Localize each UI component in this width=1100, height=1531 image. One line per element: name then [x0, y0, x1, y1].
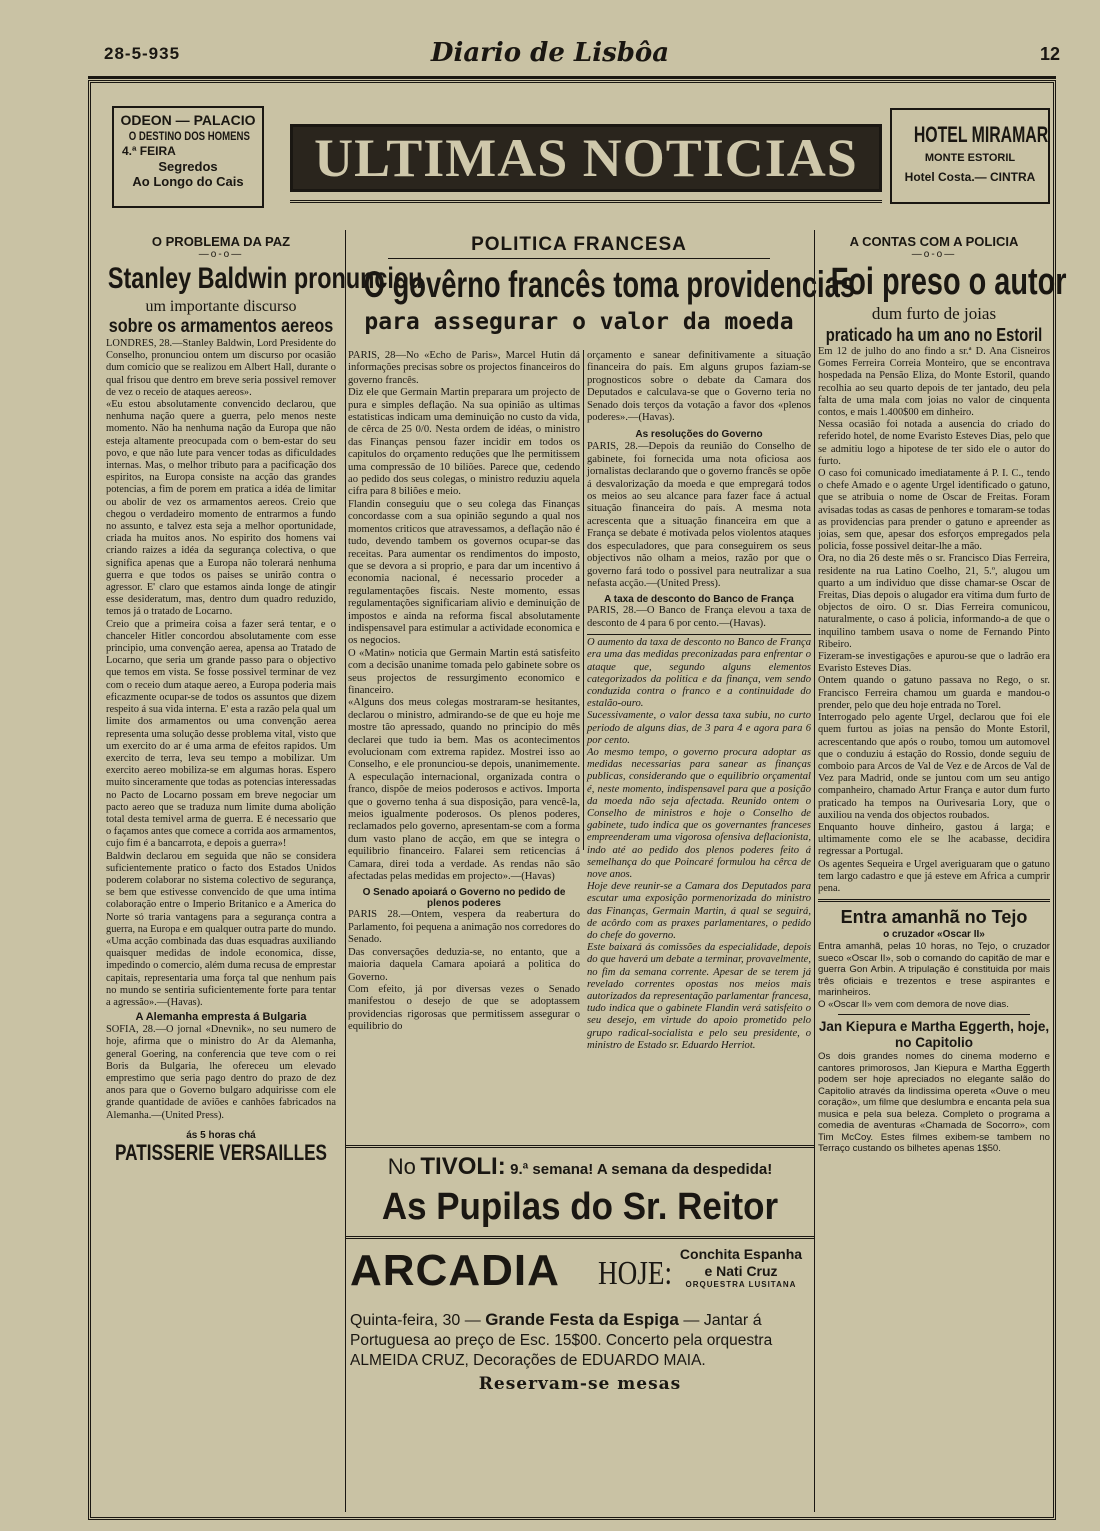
left-body: LONDRES, 28.—Stanley Baldwin, Lord Presidente do Conselho, pronunciou ontem um discurso por ocasião dum comicio que se realizou em Albert Hall, durante o qual frisou que dentro em breve seria possivel remover de vez o receio de ataques aereos». «Eu estou absolutamente convencido declarou, que nenhuma nação quere a guerra, pelo menos neste momento. Não ha nenhuma nação da Europa que não esteja altamente preocupada com o bem-estar do seu povo, e que não lute para vencer todas as dificuldades internas. Mas, o melhor tributo para a pacificação dos espiritos, na Europa consiste na acção das grandes potencias, a fim de porem em pratica a idéa de limitar ou abolir de vez os armamentos aereos. Creio que chegou o verdadeiro momento de entrarmos a fundo no assunto, e talvez esta seja a melhor oportunidade, criada ha muitos anos. No espirito dos homens vai criando raizes a idéa da segurança colectiva, o que significa apenas que a Europa não tolerará nenhuma guerra e que todos os paises se unirão contra o agressor. E' claro que estamos ainda longe de atingir esse desideratum, mas, dentro dum quadro reduzido, temos já o tratado de Locarno. Creio que a primeira coisa a fazer será tentar, e o chanceler Hitler concordou absolutamente com esse principio, uma convenção aerea, apensa ao Tratado de Locarno, que seria um grande passo para o objectivo que temos em vista. Se fosse possivel terminar de vez com o receio dum ataque aereo, a Europa poderia mais eficazmente ocupar-se de todos os assuntos que dizem respeito á sua vida interna. E' esta a razão pela qual um limite dos armamentos ou uma convenção aerea representa uma solução desse problema vital, visto que um exercito do ar é uma arma de efeitos rapidos. Um exercito de terra, leva seu tempo a mobilizar. Um exercito aereo mobiliza-se em algumas horas. Espero muito sinceramente que todas as potencias interessadas no Pacto de Locarno possam em breve negociar um pacto aereo que se traduza num limite duma abolição total desta temivel arma de guerra. E é necessario que o façamos antes que comece a corrida aos armamentos, cujo fim é a bancarrota, e depois a guerra»! Baldwin declarou em seguida que não se considera suficientemente pratico o facto dos Estados Unidos poderem colaborar no sistema colectivo de segurança, se bem que estivesse convencido de que uma intima colaboração entre o Imperio Britanico e a America do Norte só traria vantagens para a segurança contra a guerra, na Europa e em qualquer outra parte do mundo. «Uma acção combinada das duas esquadras auxiliando quaisquer medidas de indole economica, disse, impedindo o comercio, além duma recusa de emprestar capitais, representaria uma força tal que nenhum pais no mundo se sentiria suficientemente forte para tentar a agressão».—(Havas).	[106, 338, 336, 1008]
header-rule	[88, 76, 1056, 79]
tivoli-line	[352, 1152, 808, 1185]
center-section-resolucoes: As resoluções do Governo	[635, 429, 763, 441]
odeon-ad-line5: Ao Longo do Cais	[132, 174, 244, 189]
center-col2-resolucoes: PARIS, 28.—Depois da reunião do Conselho de gabinete, foi fornecida uma nota oficiosa aos jornalistas declarando que o governo francês se opõe á desvalorização da moeda e que empregará todos os meios ao seu alcance para fazer face á actual situação financeira do país. A mesma nota acrescenta que a situação financeira em que a França se debate é motivada pelos violentos ataques dos especuladores, que para conseguirem os seus objectivos não olham a meios, razão por que o governo fará todo o possivel para neutralizar a sua nefasta acção.—(United Press).	[587, 441, 811, 589]
miramar-ad-line1: HOTEL MIRAMAR	[913, 122, 1049, 147]
tivoli-ad	[352, 1152, 808, 1229]
column-rule	[345, 230, 346, 1512]
arcadia-top	[350, 1246, 810, 1310]
arcadia-artist-1: Conchita Espanha	[679, 1246, 803, 1262]
arcadia-orchestra: ORQUESTRA LUSITANA	[685, 1280, 797, 1289]
center-col1-body: PARIS, 28—No «Echo de Paris», Marcel Hutin dá informações precisas sobre os projectos financeiros do governo francês. Diz ele que Germain Martin preparara um projecto de pura e simples deflação. Na sua opinião as ultimas estatisticas indicam uma deminuição no custo da vida, de cêrca de 25 0/0. Nesta ordem de idéas, o ministro das Finanças pensou fazer incidir em todos os capitulos do orçamento reduções que lhe permitissem uma compressão de 10 biliões. Parece que, cedendo ao pedido dos seus colegas, o ministro reduziu aquela cifra para 8 biliões e meio. Flandin conseguiu que o seu colega das Finanças concordasse com a sua opinião segundo a qual nos momentos criticos que atravessamos, a deflação não é tudo, devendo tambem os governos ocupar-se das receitas. Para aumentar os rendimentos do imposto, que se devora a si proprio, e para dar um incentivo á economia nacional, é necessario proceder a regulamentações fiscais. Neste momento, essas regulamentações significariam alivio e deminuição de impostos e ainda na reforma fiscal absolutamente indispensavel para estimular a actividade economica e os negocios. O «Matin» noticia que Germain Martin está satisfeito com a decisão unanime tomada pelo gabinete sobre os seus projectos de ressurgimento economico e financeiro. «Alguns dos meus colegas mostraram-se hesitantes, declarou o ministro, admirando-se de que eu hoje me mostre tão apressado, quando no principio do mês declarei que tudo ia bem. Mas os acontecimentos evolucionam com extrema rapidez. Mostrei isso ao Conselho, e ele pronunciou-se depois, unanimemente. A especulação internacional, organizada contra o franco, dispõe de meios poderosos e activos. Importa que o governo tenha á sua disposição, para vencê-la, meios igualmente poderosos. Os plenos poderes, reclamados pelo governo, apresentam-se com a forma dum vasto plano de acção, em que se integra o equilibrio financeiro. Falarei sem reticencias á Camara, direi toda a verdade. As rendas não são afectadas pelas medidas em projecto».—(Havas)	[348, 350, 580, 883]
odeon-ad-line2: O DESTINO DOS HOMENS	[128, 129, 250, 143]
ultimas-noticias-banner: ULTIMAS NOTICIAS	[290, 124, 882, 192]
right-subhead-1: dum furto de joias	[871, 304, 997, 323]
arcadia-line4: Reservam-se mesas	[478, 1374, 682, 1394]
center-headline: O govêrno francês toma providencias	[363, 264, 856, 305]
right-rule-1	[818, 899, 1050, 902]
odeon-ad-line4: Segredos	[158, 159, 218, 174]
tivoli-weeks: 9.ª semana! A semana da despedida!	[510, 1161, 773, 1178]
column-rule	[814, 230, 815, 1512]
center-section-taxa: A taxa de desconto do Banco de França	[604, 594, 794, 606]
issue-date: 28-5-935	[104, 44, 181, 63]
center-column-1	[348, 350, 580, 1034]
arcadia-hoje: HOJE:	[598, 1255, 673, 1292]
left-article	[106, 234, 423, 1165]
page-number: 12	[1040, 44, 1061, 64]
center-col2-rule	[587, 634, 811, 635]
banner-rule	[290, 200, 882, 203]
left-section-bulgaria: A Alemanha empresta á Bulgaria	[135, 1011, 307, 1024]
arcadia-line1	[350, 1310, 810, 1331]
right-body: Em 12 de julho do ano findo a sr.ª D. Ana Cisneiros Gomes Ferreira Correia Monteiro, que se encontrava hospedada na Pensão Eliza, do Monte Estoril, quando recolhia ao seu quarto depois de ter jantado, deu pela falta de uma mala com joias no valor de cinquenta contos, e mais 1.400$00 em dinheiro. Nessa ocasião foi notada a ausencia do criado do referido hotel, de nome Evaristo Esteves Dias, pelo que se admitiu logo a hipotese de ter sido ele o autor do furto. O caso foi comunicado imediatamente á P. I. C., tendo o chefe Amado e o agente Urgel identificado o gatuno, que se atribuia o nome de Oscar de Freitas. Foram avisadas todas as casas de penhores e tomaram-se todas as providencias para prender o gatuno e apreender as joias, sem que, apesar dos esforços empregados pela policia, fosse possivel deitar-lhe a mão. Ora, no dia 26 deste mês o sr. Francisco Dias Ferreira, residente na rua Latino Coelho, 21, 5.º, alugou um quarto a um individuo que disse chamar-se Oscar de Freitas, Dias depois o alugador era vitima dum furto de objectos de oiro. O sr. Dias Ferreira comunicou, naturalmente, o caso á policia, informando-a de que o inquilino tambem usava o nome de Fernando Pinto Ribeiro. Fizeram-se investigações e apurou-se que o ladrão era Evaristo Esteves Dias. Ontem quando o gatuno passava no Rego, o sr. Francisco Ferreira chamou um guarda e mandou-o prender, pelo que deu hoje entrada no Torel. Interrogado pelo agente Urgel, declarou que foi ele quem furtou as joias na pensão do Monte Estoril, acrescentando que após o roubo, tomou um automovel que o conduziu á estação do Rossio, donde seguiu de comboio para Arcos de Val de Vez e de Arcos de Val de Vez para Madrid, onde se juntou com um seu antigo companheiro, chamado Artur França e autor dum furto praticado ha tempos na Ourivesaria Lory, que o auxiliou na venda dos objectos roubados. Enquanto houve dinheiro, gastou á larga; e ultimamente como ele se lhe acabasse, decidira regressar a Portugal. Os agentes Sequeira e Urgel averiguaram que o gatuno tem largo cadastro e que já esteve em Africa a cumprir pena.	[818, 346, 1050, 894]
center-col2-taxa: PARIS, 28.—O Banco de França elevou a taxa de desconto de 4 para 6 por cento.—(Havas).	[587, 605, 811, 629]
right-dash: —o-o—	[911, 249, 957, 260]
arcadia-dinner: — Jantar á	[683, 1312, 762, 1329]
left-kicker: O PROBLEMA DA PAZ	[151, 234, 291, 249]
arcadia-date: Quinta-feira, 30 —	[350, 1312, 481, 1329]
miramar-ad-line2: MONTE ESTORIL	[924, 152, 1016, 164]
right-article	[818, 234, 1067, 1155]
arcadia-right	[672, 1246, 810, 1290]
tejo-body: Entra amanhã, pelas 10 horas, no Tejo, o cruzador sueco «Oscar II», sob o comando do capitão de mar e guerra Gon Arbin. A tripulação é constituida por mais três oficiais e trezentos e trese aspirantes e marinheiros. O «Oscar II» vem com demora de nove dias.	[818, 941, 1050, 1010]
tivoli-no: No	[387, 1154, 416, 1179]
right-kicker: A CONTAS COM A POLICIA	[849, 234, 1019, 249]
odeon-ad	[112, 106, 264, 208]
left-subhead-2: sobre os armamentos aereos	[108, 316, 334, 337]
left-subhead-1: um importante discurso	[145, 298, 297, 315]
patisserie-ad-line1: ás 5 horas chá	[186, 1129, 256, 1141]
tejo-headline: Entra amanhã no Tejo	[840, 907, 1028, 928]
tivoli-name: TIVOLI:	[420, 1153, 506, 1180]
center-kicker-rule	[388, 258, 770, 259]
column-rule	[583, 350, 584, 850]
miramar-ad-line3: Hotel Costa.— CINTRA	[904, 170, 1036, 184]
odeon-ad-line1: ODEON — PALACIO	[120, 112, 256, 128]
left-headline: Stanley Baldwin pronunciou	[107, 262, 423, 295]
right-subhead-2: praticado ha um ano no Estoril	[825, 325, 1043, 345]
left-dash: —o-o—	[198, 249, 244, 260]
odeon-ad-line3: 4.ª FEIRA	[122, 144, 176, 158]
hotel-miramar-ad	[890, 108, 1050, 204]
center-col2-body: orçamento e sanear definitivamente a situação financeira do país. Em alguns grupos faziam-se prognosticos sobre o debate da Camara dos Deputados e calculava-se que o Governo teria no Senado dois terços da votação a favor dos «plenos poderes».—(Havas).	[587, 350, 811, 424]
left-body-bulgaria: SOFIA, 28.—O jornal «Dnevnik», no seu numero de hoje, afirma que o ministro do Ar da Alemanha, general Goering, na conferencia que teve com o rei Boris da Bulgaria, lhe ofereceu um elevado emprestimo que seria pago dentro do prazo de dez anos para que o Governo bulgaro adquirisse com ele grande quantidade de aviões e canhões fabricados na Alemanha.—(United Press).	[106, 1024, 336, 1121]
tivoli-film-title: As Pupilas do Sr. Reitor	[381, 1186, 779, 1228]
ads-top-rule	[345, 1145, 814, 1148]
center-col2-commentary: O aumento da taxa de desconto no Banco de França era uma das medidas preconizadas para enfrentar o ataque que, segundo alguns elementos categorizados da politica e da finança, vem sendo conduzida contra o franco e a continuidade do estalão-ouro. Sucessivamente, o valor dessa taxa subiu, no curto periodo de alguns dias, de 3 para 4 e agora para 6 por cento. Ao mesmo tempo, o governo procura adoptar as medidas necessarias para sanear as finanças publicas, considerando que o equilibrio orçamental é, neste momento, indispensavel para que a posição da moeda não seja afectada. Reunido ontem o Conselho de ministros e hoje o Conselho de gabinete, tudo indica que os governantes franceses empreenderam uma vigorosa ofensiva deflacionista, indo até ao pedido dos plenos poderes feito á semelhança do que Poincaré formulou ha cêrca de nove anos. Hoje deve reunir-se a Camara dos Deputados para escutar uma exposição pormenorizada do ministro das Finanças, Germain Martin, á qual se seguirá, de acôrdo com as praxes parlamentares, o pedido do chefe do governo. Este baixará ás comissões da especialidade, depois do que haverá um debate a terminar, provavelmente, no fim da semana corrente. Apesar de se terem já revelado correntes opostas nos meios mais autorizados da representação parlamentar francesa, tudo indica que o gabinete Flandin verá satisfeito o seu desejo, em virtude do apoio prometido pelo grupo radical-socialista e pelo seu presidente, o ministro de Estado sr. Eduardo Herriot.	[587, 637, 811, 1051]
arcadia-name: ARCADIA	[350, 1246, 560, 1295]
center-col1-senado: PARIS 28.—Ontem, vespera da reabertura do Parlamento, foi pequena a animação nos corredores do Senado. Das conversações deduzia-se, no entanto, que a maioria daquela Camara apoiará a politica do Governo. Com efeito, já por diversas vezes o Senado manifestou o desejo de que se adoptassem providencias rigorosas que permitissem assegurar o equilibrio do	[348, 909, 580, 1033]
right-headline: Foi preso o autor	[830, 261, 1067, 303]
arcadia-line2: Portuguesa ao preço de Esc. 15$00. Concerto pela orquestra	[350, 1332, 773, 1349]
kiepura-body: Os dois grandes nomes do cinema moderno e cantores primorosos, Jan Kiepura e Martha Eggerth podem ser hoje apreciados no elegante salão do Capitolio através da lindissima opereta «Ouve o meu coração», um filme que deslumbra e encanta pela sua musica e pela sua beleza. Completo o programa a comedia de aventuras «Chamada de Socorro», com Tim McCoy. Estes filmes exibem-se tambem no Terraço custando os bilhetes apenas 1$50.	[818, 1051, 1050, 1155]
center-column-2	[587, 350, 811, 1052]
ads-mid-rule	[345, 1236, 814, 1239]
kiepura-headline: Jan Kiepura e Martha Eggerth, hoje, no Capitolio	[818, 1019, 1050, 1051]
patisserie-ad-name: PATISSERIE VERSAILLES	[114, 1139, 327, 1165]
center-subhead: para assegurar o valor da moeda	[364, 309, 794, 335]
arcadia-event: Grande Festa da Espiga	[485, 1310, 679, 1329]
arcadia-line3: ALMEIDA CRUZ, Decorações de EDUARDO MAIA.	[350, 1352, 706, 1369]
center-kicker: POLITICA FRANCESA	[471, 234, 687, 255]
arcadia-ad	[350, 1246, 810, 1397]
arcadia-artist-2: e Nati Cruz	[704, 1263, 778, 1279]
newspaper-masthead: Diario de Lisbôa	[430, 38, 670, 68]
center-section-senado: O Senado apoiará o Governo no pedido de plenos poderes	[362, 887, 566, 910]
center-article	[348, 234, 856, 337]
right-rule-2	[838, 1014, 1030, 1015]
tejo-subhead: o cruzador «Oscar II»	[883, 929, 985, 941]
